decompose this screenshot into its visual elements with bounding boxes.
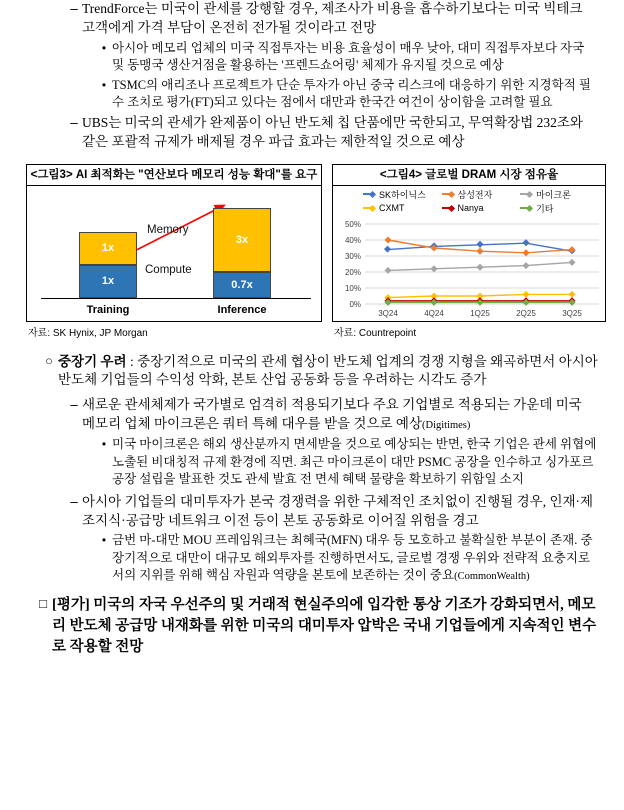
- mid-section: [0, 353, 624, 586]
- figure-right-title: <그림4> 글로벌 DRAM 시장 점유율: [333, 165, 605, 186]
- legend-item: [520, 188, 599, 201]
- bar-chart: [27, 186, 321, 319]
- paragraph-body: 새로운 관세체제가 국가별로 엄격히 적용되기보다 주요 기업별로 적용되는 가운데 미국 메모리 업체 마이크론은 쿼터 특혜 대우를 받을 것으로 예상: [82, 397, 582, 432]
- bar-label-inference: Inference: [217, 303, 267, 316]
- circle-marker: ○: [45, 353, 53, 368]
- figure-left-source: 자료: SK Hynix, JP Morgan: [28, 327, 148, 339]
- svg-text:1Q25: 1Q25: [470, 308, 490, 318]
- lead-term: 중장기 우려: [58, 353, 127, 369]
- list-item: [0, 353, 598, 391]
- svg-text:0%: 0%: [349, 299, 361, 309]
- svg-text:3Q25: 3Q25: [562, 308, 582, 318]
- source-tag: (CommonWealth): [454, 571, 530, 583]
- list-item: [0, 40, 598, 75]
- paragraph-text: [112, 532, 598, 585]
- legend-label: 삼성전자: [457, 189, 493, 200]
- square-marker: □: [39, 596, 47, 612]
- paragraph-text: TSMC의 애리조나 프로젝트가 단순 투자가 아닌 중국 리스크에 대응하기 위한 지경학적 필수 조치로 평가(FT)되고 있다는 점에서 대만과 한국간 여건이 상이함을 고려할 필요: [112, 77, 591, 110]
- evaluation-block: [0, 595, 624, 658]
- paragraph-body: : 중장기적으로 미국의 관세 협상이 반도체 업계의 경쟁 지형을 왜곡하면서 아시아 반도체 기업들의 수익성 악화, 본토 산업 공동화 등을 우려하는 시각도 증가: [58, 353, 598, 388]
- figures-area: [0, 164, 624, 339]
- svg-text:30%: 30%: [344, 251, 361, 261]
- list-item: [0, 77, 598, 112]
- legend-marker-icon: [526, 205, 533, 212]
- bullet-marker: •: [101, 437, 107, 452]
- figure-left: [26, 164, 322, 322]
- dash-marker: –: [70, 114, 78, 130]
- svg-text:40%: 40%: [344, 235, 361, 245]
- legend-marker-icon: [447, 191, 454, 198]
- list-item: [0, 396, 598, 434]
- legend-marker-icon: [369, 205, 376, 212]
- legend-marker-icon: [526, 191, 533, 198]
- paragraph-text: [82, 396, 598, 434]
- svg-text:50%: 50%: [344, 219, 361, 229]
- legend-marker-icon: [369, 191, 376, 198]
- figure-right-wrapper: [332, 164, 606, 339]
- legend-marker-icon: [447, 205, 454, 212]
- dash-marker: –: [70, 397, 78, 413]
- bar-label-training: Training: [86, 303, 130, 316]
- paragraph-text: 아시아 기업들의 대미투자가 본국 경쟁력을 위한 구체적인 조치없이 진행될 경우, 인재·제조지식·공급망 네트워크 이전 등이 본토 공동화로 이어질 위험을 경고: [82, 493, 594, 528]
- legend-label: Nanya: [457, 203, 484, 214]
- bullet-marker: •: [101, 40, 107, 55]
- bullet-marker: •: [101, 77, 107, 92]
- figure-right-source: 자료: Countrepoint: [334, 327, 417, 339]
- annotation-compute: Compute: [145, 263, 192, 276]
- paragraph-text: 아시아 메모리 업체의 미국 직접투자는 비용 효율성이 매우 낮아, 대미 직접투자보다 자국 및 동맹국 생산거점을 활용하는 '프렌드쇼어링' 체제가 유지될 것으로 예상: [112, 40, 585, 73]
- legend-item: [363, 188, 442, 201]
- list-item: [0, 532, 598, 585]
- svg-text:3Q24: 3Q24: [378, 308, 398, 318]
- legend-item: [442, 188, 521, 201]
- bar-inference-memory: 3x: [213, 208, 271, 272]
- line-chart-plot: [333, 212, 607, 319]
- bar-training-memory: 1x: [79, 232, 137, 265]
- list-item: [0, 493, 598, 531]
- paragraph-text: 미국 마이크론은 해외 생산분까지 면세받을 것으로 예상되는 반면, 한국 기업은 관세 위협에 노출된 비대칭적 규제 환경에 직면. 최근 마이크론이 대만 PSMC 공장을 인수하고 싱가포르 공장 설립을 발표한 것도 관세 발효 전 면세 혜택 물량을 확보하기 위함일 소지: [112, 437, 597, 487]
- figure-right: [332, 164, 606, 322]
- dash-marker: –: [70, 1, 78, 16]
- figure-left-title: <그림3> AI 최적화는 "연산보다 메모리 성능 확대"를 요구: [27, 165, 321, 186]
- paragraph-body: 금번 마-대만 MOU 프레임워크는 최혜국(MFN) 대우 등 모호하고 불확실한 부분이 존재. 중장기적으로 대만이 대규모 해외투자를 진행하면서도, 글로벌 경쟁 우위와 전략적 요충지로서의 지위를 위해 핵심 자원과 역량을 본토에 보존하는 것이 중요: [112, 533, 593, 583]
- list-item: [0, 436, 598, 489]
- annotation-memory: Memory: [147, 223, 189, 236]
- list-item: [0, 114, 598, 152]
- svg-text:4Q24: 4Q24: [424, 308, 444, 318]
- bar-training-compute: 1x: [79, 265, 137, 298]
- bullet-marker: •: [101, 533, 107, 548]
- paragraph-text: [58, 353, 598, 391]
- source-tag: (Digitimes): [421, 420, 471, 432]
- legend-label: SK하이닉스: [379, 189, 426, 200]
- x-axis: [41, 298, 311, 299]
- svg-text:10%: 10%: [344, 283, 361, 293]
- top-section: [0, 0, 624, 152]
- svg-text:2Q25: 2Q25: [516, 308, 536, 318]
- bar-inference-compute: 0.7x: [213, 272, 271, 298]
- paragraph-text: UBS는 미국의 관세가 완제품이 아닌 반도체 칩 단품에만 국한되고, 무역확장법 232조와 같은 포괄적 규제가 배제될 경우 파급 효과는 제한적일 것으로 예상: [82, 114, 583, 149]
- growth-arrow-icon: [27, 186, 323, 319]
- legend-label: 기타: [536, 203, 554, 214]
- legend-label: 마이크론: [536, 189, 571, 200]
- line-chart: [333, 186, 605, 319]
- legend-label: CXMT: [379, 203, 405, 214]
- dash-marker: –: [70, 493, 78, 509]
- svg-text:20%: 20%: [344, 267, 361, 277]
- paragraph-text: TrendForce는 미국이 관세를 강행할 경우, 제조사가 비용을 흡수하기보다는 미국 빅테크 고객에게 가격 부담이 온전히 전가될 것이라고 전망: [82, 1, 583, 35]
- list-item: [0, 0, 598, 38]
- figure-left-wrapper: [26, 164, 322, 339]
- evaluation-text: [평가] 미국의 자국 우선주의 및 거래적 현실주의에 입각한 통상 기조가 강화되면서, 메모리 반도체 공급망 내재화를 위한 미국의 대미투자 압박은 국내 기업들에게 지속적인 변수로 작용할 전망: [52, 597, 597, 656]
